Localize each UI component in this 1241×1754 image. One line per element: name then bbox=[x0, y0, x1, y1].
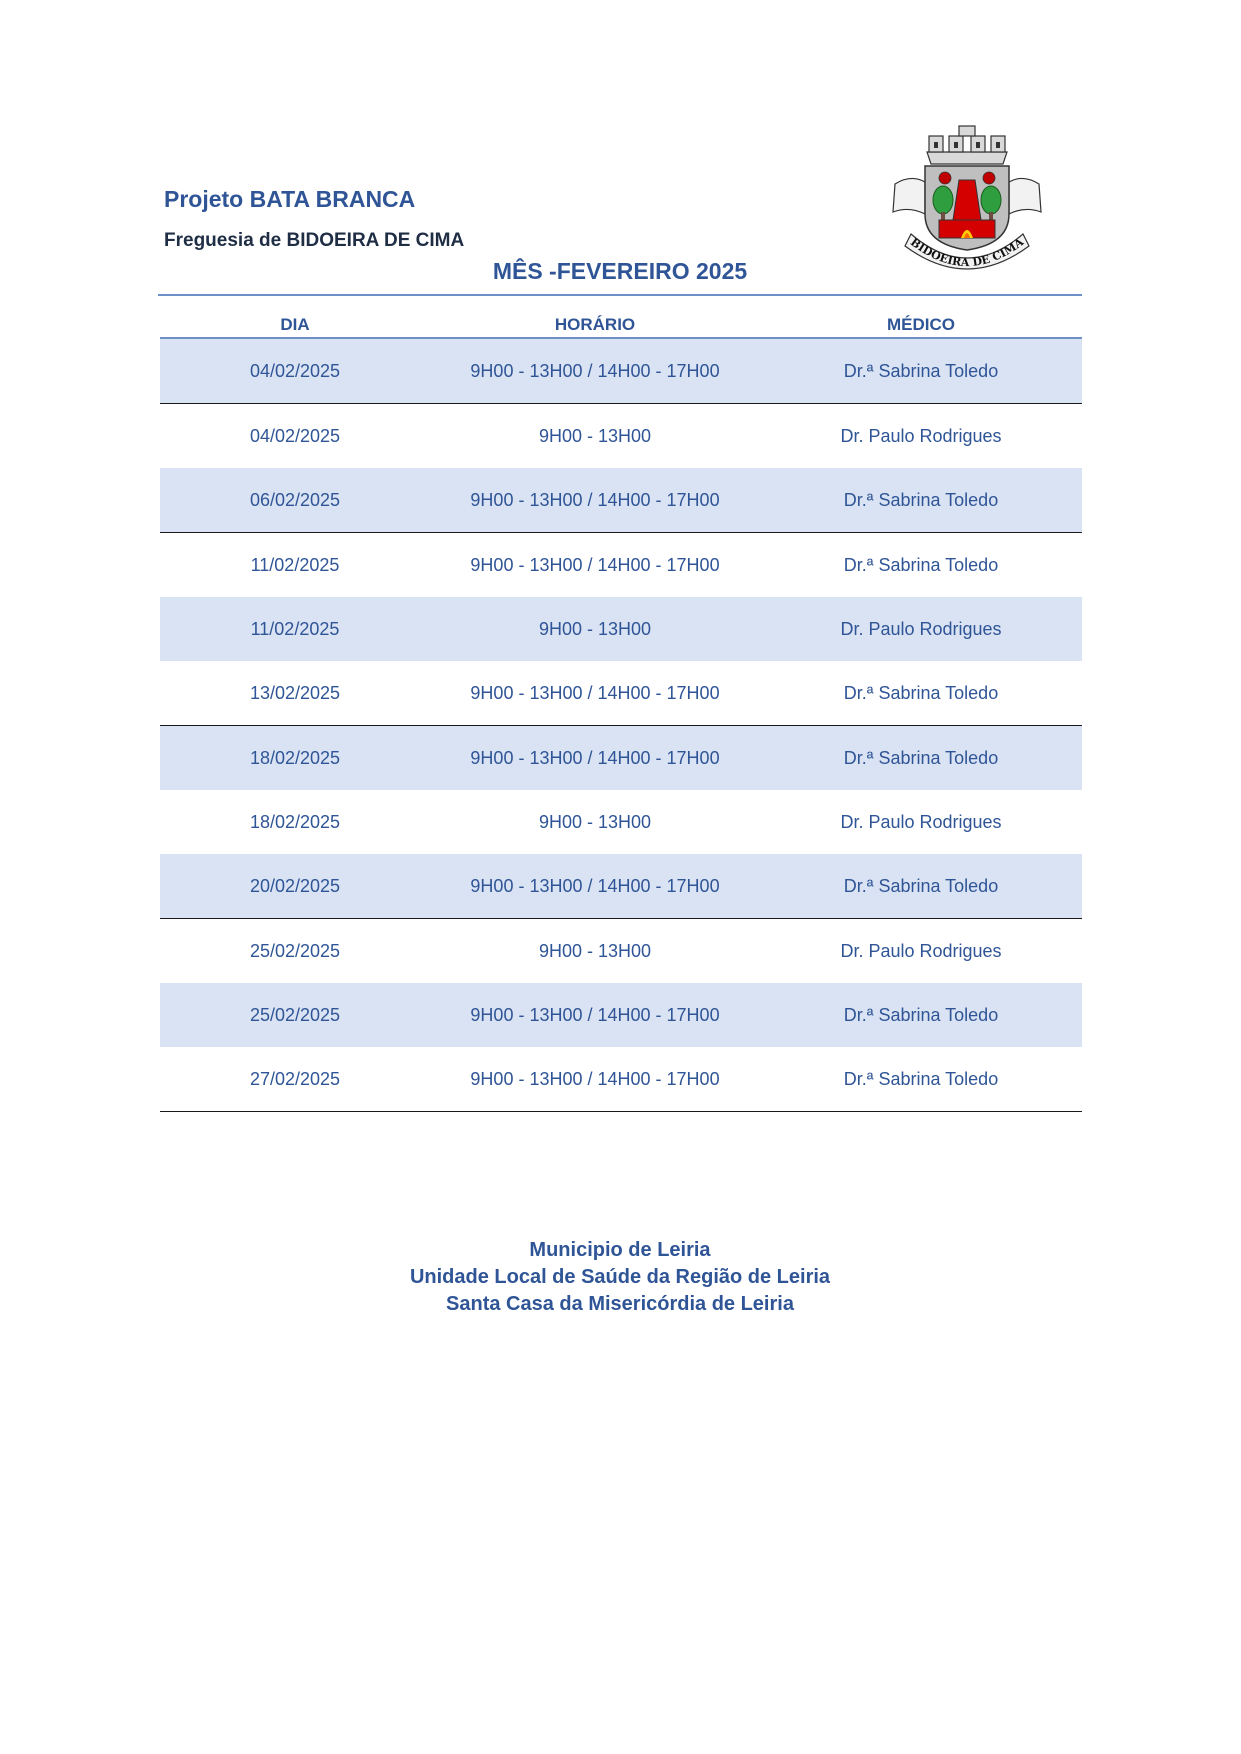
cell-dia: 11/02/2025 bbox=[160, 597, 430, 661]
project-title: Projeto BATA BRANCA bbox=[164, 186, 416, 212]
table-row bbox=[160, 726, 1082, 791]
cell-medico: Dr. Paulo Rodrigues bbox=[840, 811, 1002, 832]
cell-dia: 18/02/2025 bbox=[160, 726, 430, 791]
cell-medico: Dr.ª Sabrina Toledo bbox=[760, 1047, 1082, 1112]
cell-dia: 04/02/2025 bbox=[160, 338, 430, 404]
cell-medico: Dr.ª Sabrina Toledo bbox=[760, 983, 1082, 1047]
parish-line bbox=[164, 230, 464, 252]
cell-horario: 9H00 - 13H00 bbox=[538, 425, 652, 446]
cell-dia: 04/02/2025 bbox=[249, 425, 341, 446]
cell-horario: 9H00 - 13H00 / 14H00 - 17H00 bbox=[430, 661, 760, 726]
cell-horario: 9H00 - 13H00 / 14H00 - 17H00 bbox=[430, 1047, 760, 1112]
footer-line-municipio: Municipio de Leiria bbox=[529, 1239, 711, 1261]
cell-horario: 9H00 - 13H00 / 14H00 - 17H00 bbox=[430, 726, 760, 791]
cell-dia: 13/02/2025 bbox=[160, 661, 430, 726]
column-header-medico: MÉDICO bbox=[760, 305, 1082, 338]
month-title: MÊS -FEVEREIRO 2025 bbox=[492, 258, 748, 284]
cell-dia: 11/02/2025 bbox=[250, 554, 340, 575]
footer-line-santa-casa: Santa Casa da Misericórdia de Leiria bbox=[446, 1293, 794, 1315]
table-row bbox=[160, 404, 1082, 469]
cell-dia: 06/02/2025 bbox=[160, 468, 430, 533]
table-row bbox=[160, 661, 1082, 726]
cell-dia: 25/02/2025 bbox=[249, 940, 341, 961]
cell-medico: Dr. Paulo Rodrigues bbox=[840, 940, 1002, 961]
table-row bbox=[160, 597, 1082, 661]
cell-medico: Dr. Paulo Rodrigues bbox=[840, 425, 1002, 446]
cell-horario: 9H00 - 13H00 bbox=[430, 597, 760, 661]
table-row bbox=[160, 338, 1082, 404]
cell-medico: Dr.ª Sabrina Toledo bbox=[760, 661, 1082, 726]
cell-dia: 20/02/2025 bbox=[160, 854, 430, 919]
cell-horario: 9H00 - 13H00 bbox=[538, 811, 652, 832]
footer-organizations bbox=[160, 1237, 1080, 1318]
cell-horario: 9H00 - 13H00 / 14H00 - 17H00 bbox=[430, 338, 760, 404]
table-row bbox=[160, 790, 1082, 854]
table-row bbox=[160, 468, 1082, 533]
column-header-dia: DIA bbox=[160, 305, 430, 338]
schedule-table bbox=[160, 305, 1082, 1112]
cell-medico: Dr.ª Sabrina Toledo bbox=[843, 554, 999, 575]
cell-horario: 9H00 - 13H00 / 14H00 - 17H00 bbox=[430, 854, 760, 919]
column-header-horario: HORÁRIO bbox=[430, 305, 760, 338]
table-row bbox=[160, 854, 1082, 919]
cell-horario: 9H00 - 13H00 / 14H00 - 17H00 bbox=[430, 983, 760, 1047]
cell-medico: Dr.ª Sabrina Toledo bbox=[760, 726, 1082, 791]
coat-of-arms-icon bbox=[889, 122, 1045, 272]
table-row bbox=[160, 533, 1082, 598]
cell-horario: 9H00 - 13H00 / 14H00 - 17H00 bbox=[430, 468, 760, 533]
cell-dia: 18/02/2025 bbox=[249, 811, 341, 832]
footer-line-uls: Unidade Local de Saúde da Região de Leiria bbox=[409, 1266, 831, 1288]
cell-medico: Dr. Paulo Rodrigues bbox=[760, 597, 1082, 661]
crest-label: BIDOEIRA DE CIMA bbox=[907, 235, 1027, 270]
cell-medico: Dr.ª Sabrina Toledo bbox=[760, 854, 1082, 919]
table-row bbox=[160, 983, 1082, 1047]
cell-dia: 25/02/2025 bbox=[160, 983, 430, 1047]
table-header-row bbox=[160, 305, 1082, 338]
cell-horario: 9H00 - 13H00 bbox=[538, 940, 652, 961]
cell-medico: Dr.ª Sabrina Toledo bbox=[760, 338, 1082, 404]
cell-horario: 9H00 - 13H00 / 14H00 - 17H00 bbox=[470, 554, 720, 575]
table-row bbox=[160, 1047, 1082, 1112]
parish-name: BIDOEIRA DE CIMA bbox=[286, 230, 465, 251]
cell-dia: 27/02/2025 bbox=[160, 1047, 430, 1112]
header-rule bbox=[158, 294, 1082, 296]
cell-medico: Dr.ª Sabrina Toledo bbox=[760, 468, 1082, 533]
parish-prefix: Freguesia de bbox=[164, 230, 287, 251]
table-row bbox=[160, 919, 1082, 984]
